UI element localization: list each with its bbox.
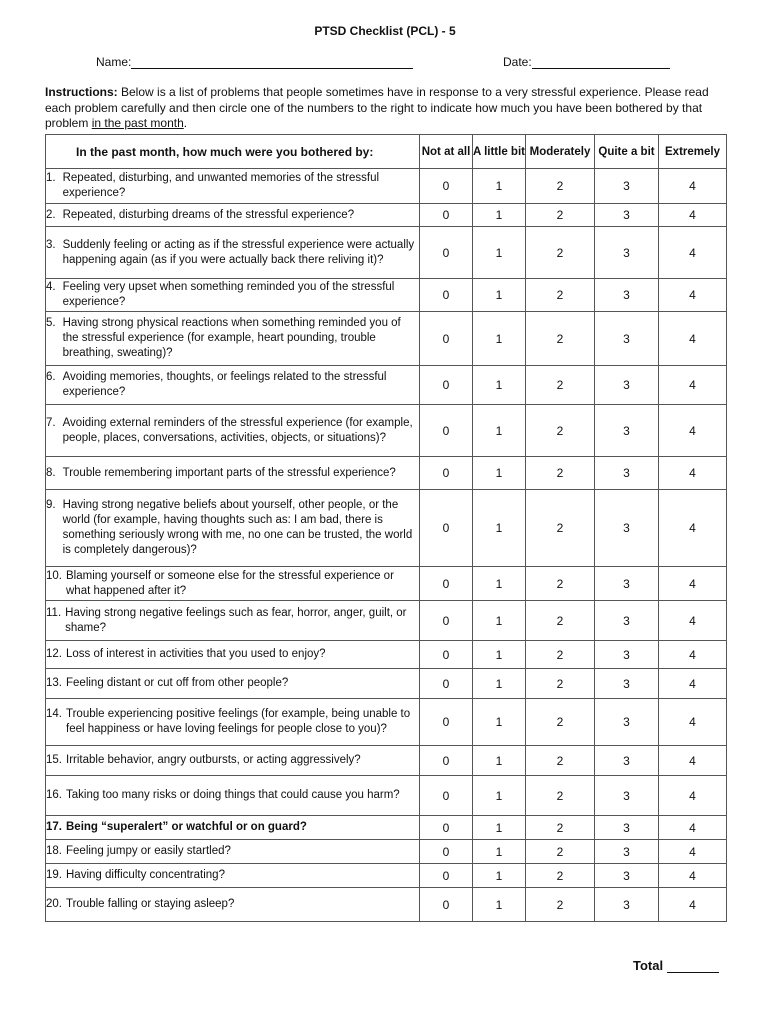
question-text: Suddenly feeling or acting as if the stressful experience were actually happening again (as if you were actually back there reliving it)? — [62, 238, 415, 266]
question-text: Having strong physical reactions when something reminded you of the stressful experience (for example, heart pounding, trouble breathing, sweating)? — [62, 317, 401, 359]
rating-option-1[interactable]: 1 — [473, 864, 526, 888]
rating-option-2[interactable]: 2 — [526, 669, 595, 699]
rating-option-0[interactable]: 0 — [420, 366, 473, 405]
question-text: Feeling very upset when something reminded you of the stressful experience? — [62, 281, 395, 308]
rating-option-1[interactable]: 1 — [473, 204, 526, 227]
rating-option-0[interactable]: 0 — [420, 601, 473, 641]
rating-option-3[interactable]: 3 — [595, 366, 659, 405]
rating-option-4[interactable]: 4 — [659, 312, 727, 366]
rating-option-4[interactable]: 4 — [659, 601, 727, 641]
rating-option-2[interactable]: 2 — [526, 746, 595, 776]
rating-option-1[interactable]: 1 — [473, 490, 526, 567]
rating-option-3[interactable]: 3 — [595, 405, 659, 457]
rating-option-0[interactable]: 0 — [420, 227, 473, 279]
table-row — [46, 227, 727, 279]
rating-option-3[interactable]: 3 — [595, 641, 659, 669]
question-text: Repeated, disturbing, and unwanted memories of the stressful experience? — [62, 172, 380, 199]
rating-option-4[interactable]: 4 — [659, 169, 727, 204]
rating-option-0[interactable]: 0 — [420, 864, 473, 888]
rating-option-1[interactable]: 1 — [473, 169, 526, 204]
question-cell — [46, 864, 420, 888]
question-text: Feeling jumpy or easily startled? — [66, 845, 231, 857]
question-text: Trouble experiencing positive feelings (for example, being unable to feel happiness or have loving feelings for people close to you)? — [66, 708, 411, 735]
question-text: Taking too many risks or doing things that could cause you harm? — [66, 789, 400, 801]
rating-option-4[interactable]: 4 — [659, 204, 727, 227]
rating-option-2[interactable]: 2 — [526, 366, 595, 405]
rating-option-4[interactable]: 4 — [659, 567, 727, 601]
rating-option-0[interactable]: 0 — [420, 641, 473, 669]
question-number: 7. — [46, 416, 56, 429]
rating-option-4[interactable]: 4 — [659, 816, 727, 840]
table-row — [46, 864, 727, 888]
rating-option-0[interactable]: 0 — [420, 669, 473, 699]
rating-option-0[interactable]: 0 — [420, 699, 473, 746]
question-text: Feeling distant or cut off from other people? — [66, 677, 289, 689]
checklist-table — [45, 134, 727, 922]
rating-option-2[interactable]: 2 — [526, 840, 595, 864]
rating-option-2[interactable]: 2 — [526, 641, 595, 669]
rating-option-0[interactable]: 0 — [420, 169, 473, 204]
rating-option-3[interactable]: 3 — [595, 888, 659, 922]
question-cell — [46, 746, 420, 776]
header-row — [46, 135, 727, 169]
rating-option-4[interactable]: 4 — [659, 279, 727, 312]
instructions — [45, 85, 730, 132]
rating-option-4[interactable]: 4 — [659, 227, 727, 279]
name-field[interactable] — [96, 55, 413, 69]
question-text: Blaming yourself or someone else for the stressful experience or what happened after it? — [66, 569, 394, 597]
question-number: 4. — [46, 281, 56, 293]
question-number: 1. — [46, 172, 56, 184]
rating-option-3[interactable]: 3 — [595, 816, 659, 840]
question-cell — [46, 601, 420, 641]
question-text: Having strong negative feelings such as fear, horror, anger, guilt, or shame? — [65, 606, 407, 634]
rating-option-3[interactable]: 3 — [595, 204, 659, 227]
question-cell — [46, 204, 420, 227]
table-row — [46, 312, 727, 366]
table-row — [46, 746, 727, 776]
rating-option-0[interactable]: 0 — [420, 776, 473, 816]
question-number: 14. — [46, 708, 62, 720]
question-number: 18. — [46, 845, 62, 857]
rating-option-1[interactable]: 1 — [473, 312, 526, 366]
rating-option-3[interactable]: 3 — [595, 699, 659, 746]
question-number: 20. — [46, 898, 62, 910]
question-cell — [46, 840, 420, 864]
question-text: Repeated, disturbing dreams of the stressful experience? — [62, 208, 355, 221]
question-text: Trouble remembering important parts of the stressful experience? — [62, 466, 396, 479]
question-number: 5. — [46, 317, 56, 329]
question-cell — [46, 457, 420, 490]
rating-option-1[interactable]: 1 — [473, 776, 526, 816]
name-blank[interactable] — [131, 56, 413, 69]
table-row — [46, 366, 727, 405]
col-header-extremely: Extremely — [659, 135, 727, 169]
rating-option-4[interactable]: 4 — [659, 405, 727, 457]
rating-option-0[interactable]: 0 — [420, 888, 473, 922]
question-cell — [46, 669, 420, 699]
question-number: 13. — [46, 677, 62, 689]
table-row — [46, 816, 727, 840]
table-row — [46, 567, 727, 601]
rating-option-0[interactable]: 0 — [420, 457, 473, 490]
col-header-a-little-bit: A little bit — [473, 135, 526, 169]
rating-option-2[interactable]: 2 — [526, 816, 595, 840]
name-label: Name: — [96, 55, 132, 69]
rating-option-1[interactable]: 1 — [473, 227, 526, 279]
table-row — [46, 601, 727, 641]
question-text: Having difficulty concentrating? — [66, 869, 225, 881]
instructions-end: . — [183, 116, 188, 130]
rating-option-4[interactable]: 4 — [659, 699, 727, 746]
rating-option-2[interactable]: 2 — [526, 490, 595, 567]
table-row — [46, 457, 727, 490]
rating-option-4[interactable]: 4 — [659, 641, 727, 669]
rating-option-1[interactable]: 1 — [473, 840, 526, 864]
rating-option-3[interactable]: 3 — [595, 669, 659, 699]
rating-option-1[interactable]: 1 — [473, 699, 526, 746]
rating-option-2[interactable]: 2 — [526, 169, 595, 204]
total-blank[interactable] — [667, 958, 719, 973]
question-number: 12. — [46, 648, 62, 660]
rating-option-0[interactable]: 0 — [420, 312, 473, 366]
rating-option-3[interactable]: 3 — [595, 776, 659, 816]
question-number: 16. — [46, 789, 62, 801]
question-cell — [46, 366, 420, 405]
rating-option-3[interactable]: 3 — [595, 227, 659, 279]
rating-option-1[interactable]: 1 — [473, 601, 526, 641]
question-number: 3. — [46, 238, 56, 251]
table-row — [46, 776, 727, 816]
question-text: Irritable behavior, angry outbursts, or acting aggressively? — [66, 754, 361, 766]
rating-option-0[interactable]: 0 — [420, 490, 473, 567]
question-number: 11. — [46, 606, 62, 619]
total-label: Total — [633, 958, 664, 973]
rating-option-2[interactable]: 2 — [526, 405, 595, 457]
question-number: 15. — [46, 754, 62, 766]
date-label: Date: — [503, 55, 532, 69]
question-cell — [46, 816, 420, 840]
rating-option-4[interactable]: 4 — [659, 776, 727, 816]
question-header: In the past month, how much were you bothered by: — [46, 135, 420, 169]
table-row — [46, 699, 727, 746]
table-row — [46, 405, 727, 457]
question-text: Avoiding external reminders of the stressful experience (for example, people, places, conversations, activities, objects, or situations)? — [62, 416, 413, 444]
question-cell — [46, 490, 420, 567]
rating-option-3[interactable]: 3 — [595, 746, 659, 776]
question-cell — [46, 567, 420, 601]
rating-option-0[interactable]: 0 — [420, 840, 473, 864]
rating-option-3[interactable]: 3 — [595, 169, 659, 204]
rating-option-3[interactable]: 3 — [595, 567, 659, 601]
rating-option-4[interactable]: 4 — [659, 457, 727, 490]
rating-option-4[interactable]: 4 — [659, 669, 727, 699]
rating-option-1[interactable]: 1 — [473, 641, 526, 669]
rating-option-2[interactable]: 2 — [526, 864, 595, 888]
rating-option-4[interactable]: 4 — [659, 746, 727, 776]
rating-option-2[interactable]: 2 — [526, 457, 595, 490]
rating-option-0[interactable]: 0 — [420, 567, 473, 601]
table-row — [46, 169, 727, 204]
rating-option-3[interactable]: 3 — [595, 601, 659, 641]
rating-option-3[interactable]: 3 — [595, 279, 659, 312]
instructions-underlined: in the past month — [91, 116, 184, 130]
rating-option-1[interactable]: 1 — [473, 366, 526, 405]
question-text: Avoiding memories, thoughts, or feelings related to the stressful experience? — [62, 371, 387, 398]
question-number: 6. — [46, 371, 56, 383]
table-row — [46, 204, 727, 227]
question-cell — [46, 405, 420, 457]
table-row — [46, 490, 727, 567]
rating-option-2[interactable]: 2 — [526, 312, 595, 366]
rating-option-0[interactable]: 0 — [420, 746, 473, 776]
question-cell — [46, 227, 420, 279]
rating-option-3[interactable]: 3 — [595, 457, 659, 490]
table-row — [46, 641, 727, 669]
rating-option-1[interactable]: 1 — [473, 888, 526, 922]
question-text: Having strong negative beliefs about yourself, other people, or the world (for example, having thoughts such as: I am bad, there is something seriously wrong with me, no one can be trusted, the world is completely dangerous)? — [62, 499, 413, 556]
rating-option-2[interactable]: 2 — [526, 227, 595, 279]
question-text: Loss of interest in activities that you used to enjoy? — [66, 648, 326, 660]
rating-option-2[interactable]: 2 — [526, 776, 595, 816]
rating-option-4[interactable]: 4 — [659, 864, 727, 888]
rating-option-2[interactable]: 2 — [526, 699, 595, 746]
rating-option-0[interactable]: 0 — [420, 204, 473, 227]
question-number: 19. — [46, 869, 62, 881]
rating-option-1[interactable]: 1 — [473, 669, 526, 699]
date-blank[interactable] — [532, 56, 670, 69]
date-field[interactable] — [503, 55, 670, 69]
question-number: 10. — [46, 569, 62, 582]
rating-option-3[interactable]: 3 — [595, 490, 659, 567]
question-cell — [46, 312, 420, 366]
rating-option-4[interactable]: 4 — [659, 490, 727, 567]
question-text: Trouble falling or staying asleep? — [66, 898, 235, 910]
rating-option-3[interactable]: 3 — [595, 840, 659, 864]
question-cell — [46, 776, 420, 816]
rating-option-0[interactable]: 0 — [420, 279, 473, 312]
col-header-not-at-all: Not at all — [420, 135, 473, 169]
rating-option-1[interactable]: 1 — [473, 567, 526, 601]
question-cell — [46, 641, 420, 669]
rating-option-3[interactable]: 3 — [595, 864, 659, 888]
rating-option-4[interactable]: 4 — [659, 888, 727, 922]
rating-option-2[interactable]: 2 — [526, 601, 595, 641]
col-header-quite-a-bit: Quite a bit — [595, 135, 659, 169]
instructions-lead: Instructions: — [45, 85, 118, 99]
question-number: 8. — [46, 466, 56, 479]
form-title: PTSD Checklist (PCL) - 5 — [314, 24, 456, 38]
instructions-text: Below is a list of problems that people sometimes have in response to a very stressful experience. Please read each problem carefully and then circle one of the numbers to the right to indicate how much you have been bothered by that problem — [45, 85, 709, 130]
question-cell — [46, 699, 420, 746]
table-row — [46, 669, 727, 699]
table-row — [46, 888, 727, 922]
rating-option-1[interactable]: 1 — [473, 405, 526, 457]
question-cell — [46, 888, 420, 922]
rating-option-4[interactable]: 4 — [659, 366, 727, 405]
rating-option-1[interactable]: 1 — [473, 457, 526, 490]
table-row — [46, 840, 727, 864]
total-field[interactable] — [633, 958, 719, 973]
rating-option-1[interactable]: 1 — [473, 816, 526, 840]
question-number: 9. — [46, 499, 56, 511]
rating-option-0[interactable]: 0 — [420, 405, 473, 457]
question-number: 17. — [46, 821, 62, 833]
rating-option-1[interactable]: 1 — [473, 279, 526, 312]
question-cell — [46, 169, 420, 204]
rating-option-1[interactable]: 1 — [473, 746, 526, 776]
table-row — [46, 279, 727, 312]
rating-option-2[interactable]: 2 — [526, 567, 595, 601]
rating-option-2[interactable]: 2 — [526, 204, 595, 227]
question-text: Being “superalert” or watchful or on guard? — [66, 821, 307, 833]
question-cell — [46, 279, 420, 312]
rating-option-4[interactable]: 4 — [659, 840, 727, 864]
rating-option-3[interactable]: 3 — [595, 312, 659, 366]
col-header-moderately: Moderately — [526, 135, 595, 169]
rating-option-2[interactable]: 2 — [526, 888, 595, 922]
rating-option-2[interactable]: 2 — [526, 279, 595, 312]
rating-option-0[interactable]: 0 — [420, 816, 473, 840]
question-number: 2. — [46, 208, 56, 221]
